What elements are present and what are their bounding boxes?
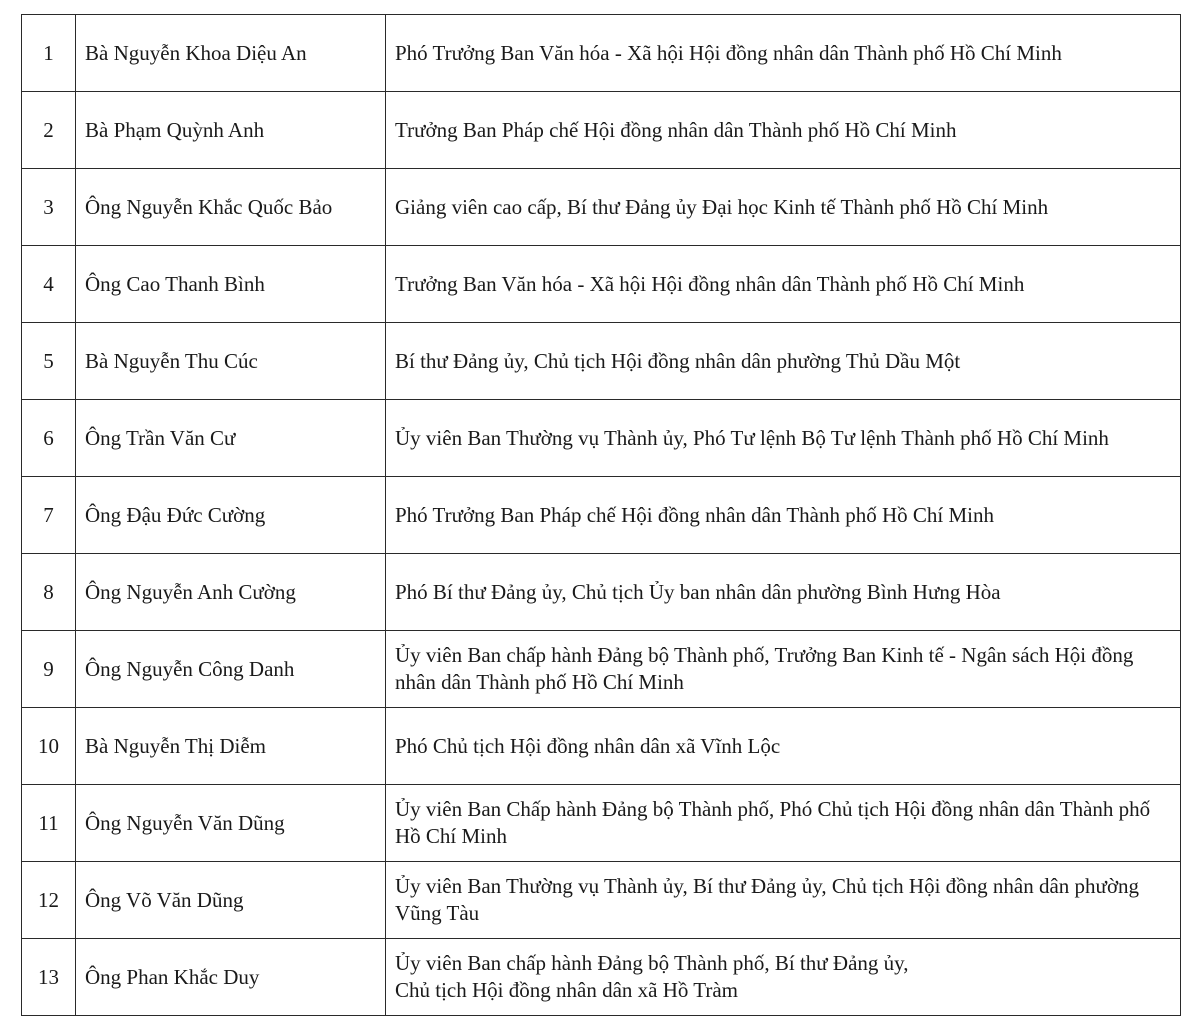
- member-position: Phó Chủ tịch Hội đồng nhân dân xã Vĩnh Lộc: [386, 708, 1181, 785]
- member-position: Ủy viên Ban Thường vụ Thành ủy, Bí thư Đảng ủy, Chủ tịch Hội đồng nhân dân phường Vũng Tàu: [386, 862, 1181, 939]
- member-position: Bí thư Đảng ủy, Chủ tịch Hội đồng nhân dân phường Thủ Dầu Một: [386, 323, 1181, 400]
- member-name: Ông Cao Thanh Bình: [76, 246, 386, 323]
- member-position: Trưởng Ban Pháp chế Hội đồng nhân dân Thành phố Hồ Chí Minh: [386, 92, 1181, 169]
- member-position: Giảng viên cao cấp, Bí thư Đảng ủy Đại học Kinh tế Thành phố Hồ Chí Minh: [386, 169, 1181, 246]
- row-number: 11: [22, 785, 76, 862]
- member-position: Phó Trưởng Ban Văn hóa - Xã hội Hội đồng nhân dân Thành phố Hồ Chí Minh: [386, 15, 1181, 92]
- table-row: [22, 939, 1181, 1016]
- row-number: 6: [22, 400, 76, 477]
- row-number: 5: [22, 323, 76, 400]
- member-position: Ủy viên Ban Chấp hành Đảng bộ Thành phố, Phó Chủ tịch Hội đồng nhân dân Thành phố Hồ Chí Minh: [386, 785, 1181, 862]
- row-number: 2: [22, 92, 76, 169]
- row-number: 4: [22, 246, 76, 323]
- member-position: [386, 939, 1181, 1016]
- member-position-line-2: Chủ tịch Hội đồng nhân dân xã Hồ Tràm: [395, 978, 738, 1002]
- row-number: 10: [22, 708, 76, 785]
- table-row: [22, 246, 1181, 323]
- member-name: Ông Phan Khắc Duy: [76, 939, 386, 1016]
- table-row: [22, 477, 1181, 554]
- member-name: Bà Nguyễn Thị Diễm: [76, 708, 386, 785]
- table-row: [22, 862, 1181, 939]
- table-row: [22, 631, 1181, 708]
- row-number: 1: [22, 15, 76, 92]
- member-name: Bà Phạm Quỳnh Anh: [76, 92, 386, 169]
- row-number: 3: [22, 169, 76, 246]
- row-number: 12: [22, 862, 76, 939]
- member-name: Ông Trần Văn Cư: [76, 400, 386, 477]
- member-position: Phó Bí thư Đảng ủy, Chủ tịch Ủy ban nhân dân phường Bình Hưng Hòa: [386, 554, 1181, 631]
- table-row: [22, 169, 1181, 246]
- table-row: [22, 92, 1181, 169]
- member-name: Bà Nguyễn Thu Cúc: [76, 323, 386, 400]
- table-row: [22, 323, 1181, 400]
- row-number: 8: [22, 554, 76, 631]
- row-number: 9: [22, 631, 76, 708]
- member-position: Trưởng Ban Văn hóa - Xã hội Hội đồng nhân dân Thành phố Hồ Chí Minh: [386, 246, 1181, 323]
- members-table: [21, 14, 1181, 1016]
- table-row: [22, 785, 1181, 862]
- table-row: [22, 400, 1181, 477]
- member-position-line-1: Ủy viên Ban chấp hành Đảng bộ Thành phố, Bí thư Đảng ủy,: [395, 951, 909, 975]
- member-name: Bà Nguyễn Khoa Diệu An: [76, 15, 386, 92]
- table-row: [22, 708, 1181, 785]
- table-row: [22, 554, 1181, 631]
- member-name: Ông Nguyễn Anh Cường: [76, 554, 386, 631]
- member-name: Ông Nguyễn Khắc Quốc Bảo: [76, 169, 386, 246]
- member-name: Ông Đậu Đức Cường: [76, 477, 386, 554]
- member-position: Ủy viên Ban chấp hành Đảng bộ Thành phố, Trưởng Ban Kinh tế - Ngân sách Hội đồng nhân dân Thành phố Hồ Chí Minh: [386, 631, 1181, 708]
- member-name: Ông Võ Văn Dũng: [76, 862, 386, 939]
- member-name: Ông Nguyễn Văn Dũng: [76, 785, 386, 862]
- table-row: [22, 15, 1181, 92]
- member-position: Ủy viên Ban Thường vụ Thành ủy, Phó Tư lệnh Bộ Tư lệnh Thành phố Hồ Chí Minh: [386, 400, 1181, 477]
- member-position: Phó Trưởng Ban Pháp chế Hội đồng nhân dân Thành phố Hồ Chí Minh: [386, 477, 1181, 554]
- row-number: 13: [22, 939, 76, 1016]
- member-name: Ông Nguyễn Công Danh: [76, 631, 386, 708]
- row-number: 7: [22, 477, 76, 554]
